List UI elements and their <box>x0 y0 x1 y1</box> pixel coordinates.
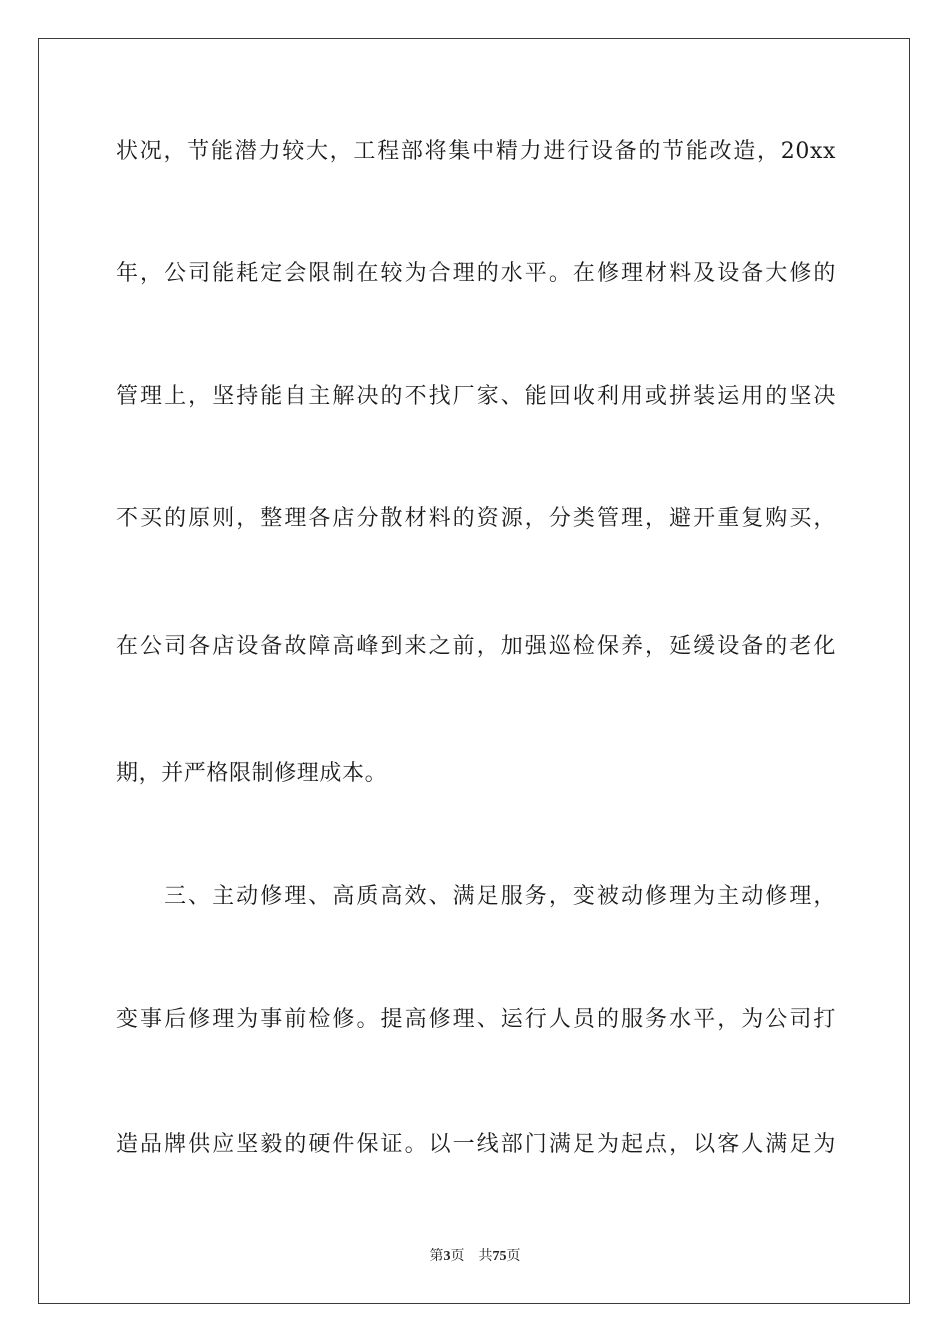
footer-total-suffix: 页 <box>506 1248 521 1264</box>
body-text-line-9: 造品牌供应坚毅的硬件保证。以一线部门满足为起点，以客人满足为 <box>116 1132 836 1157</box>
page-footer <box>0 1245 950 1265</box>
footer-total-prefix: 共 <box>478 1248 493 1264</box>
body-text-line-1: 状况，节能潜力较大，工程部将集中精力进行设备的节能改造，20xx <box>116 139 836 164</box>
body-text-line-2: 年，公司能耗定会限制在较为合理的水平。在修理材料及设备大修的 <box>116 261 836 286</box>
footer-page-number: 3 <box>443 1249 451 1264</box>
body-text-line-8: 变事后修理为事前检修。提高修理、运行人员的服务水平，为公司打 <box>116 1007 836 1032</box>
section-heading-line: 三、主动修理、高质高效、满足服务，变被动修理为主动修理， <box>164 884 836 909</box>
footer-page-prefix: 第 <box>429 1248 444 1264</box>
footer-page-suffix: 页 <box>450 1248 465 1264</box>
footer-total-pages: 75 <box>492 1249 507 1264</box>
body-text-line-3: 管理上，坚持能自主解决的不找厂家、能回收利用或拼装运用的坚决 <box>116 384 836 409</box>
page-border <box>38 38 910 1304</box>
body-text-line-5: 在公司各店设备故障高峰到来之前，加强巡检保养，延缓设备的老化 <box>116 634 836 659</box>
body-text-line-4: 不买的原则，整理各店分散材料的资源，分类管理，避开重复购买， <box>116 506 836 531</box>
body-text-line-6: 期，并严格限制修理成本。 <box>116 761 388 786</box>
